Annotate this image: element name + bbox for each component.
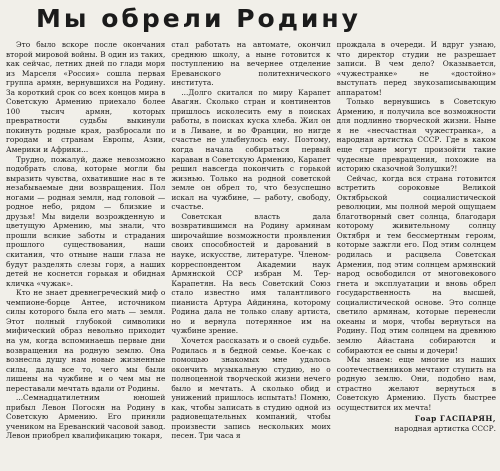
article-column-3 bbox=[337, 40, 496, 471]
article-columns bbox=[6, 40, 496, 471]
paragraph: Советская власть дала возвратившимся на Родину армянам широчайшие возможности проявления своих способностей и дарований в науке, искусстве, литературе. Членом-корреспондентом Академии наук Армянской ССР избран М. Тер-Карапетян. На весь Советский Союз стало известно имя талантливого пианиста Артура Айдиняна, которому Родина дала не только славу артиста, но и вернула потерянное им на чужбине зрение. bbox=[171, 211, 331, 336]
paragraph: Это было вскоре после окончания второй мировой войны. В один из таких, как сейчас, летних дней по глади моря из Марселя «Россия» сошла первая группа армян, вернувшихся на Родину. За короткий срок со всех концов мира в Советскую Армению приехало более 100 тысяч армян, которых превратности судьбы выкинули покинуть родные края, разбросали по городам и странам Европы, Азии, Америки и Африки... bbox=[6, 40, 166, 155]
author-title: народная артистка СССР. bbox=[394, 423, 496, 433]
paragraph: Мы знаем: еще многие из наших соотечественников мечтают ступить на родную землю. Они, подобно нам, страстно желают вернуться в Советскую Армению. Пусть быстрее осуществится их мечта! bbox=[336, 355, 496, 412]
article-column-2 bbox=[171, 40, 330, 471]
author-signature bbox=[337, 414, 496, 433]
paragraph: Трудно, пожалуй, даже невозможно подобрать слова, которые могли бы выразить чувства, охватившие нас в те незабываемые дни возвращения. Пол ногами — родная земля, над головой — родное небо, рядом — близкие и друзья! Мы видели возрожденную и цветущую Армению, мы знали, что прошли всякие заботы и страдания прошлого существования, наши скитания, что отныне наши глаза не будут разделять слезы горя, а наших детей не коснется горькая и обидная кличка «чужак». bbox=[6, 154, 166, 288]
paragraph: Кто не знает древнегреческий миф о чемпионе-борце Антее, источником силы которого была его мать — земля. Этот полный глубокой символики мифический образ невольно приходит на ум, когда вспоминаешь первые дни возвращения на родную землю. Она вознесла душу нам новые жизненные силы, дала все то, чего мы были лишены на чужбине и о чем мы не переставали мечтать вдали от Родины. bbox=[6, 288, 166, 393]
paragraph: ...Семнадцатилетним юношей прибыл Левон Погосян на Родину в Советскую Армению. Его приняли учеником на Ереванский часовой завод. Левон приобрел квалификацию токаря, bbox=[6, 393, 166, 441]
paragraph: Только вернувшись в Советскую Армению, я получила все возможности для подлинно творческой жизни. Ныне я не «несчастная чужестранка», а народная артистка СССР. Где в каком еще стране могут произойти такие чудесные превращения, похожие на историю сказочной Золушки?! bbox=[336, 97, 496, 174]
paragraph: Хочется рассказать и о своей судьбе. Родилась я в бедной семье. Кое-как с помощью знакомых мне удалось окончить музыкальную студию, но о полноценной творческой жизни нечего было и мечтать. А сколько обид и унижений пришлось испытать! Помню, как, чтобы записать в студию одной из радиовещательных компаний, чтобы произвести запись нескольких моих песен. Три часа я bbox=[171, 335, 331, 441]
article-column-1 bbox=[6, 40, 165, 471]
paragraph: стал работать на автомате, окончил среднюю школу, а ныне готовится к поступлению на вечернее отделение Ереванского политехнического института. bbox=[171, 40, 331, 88]
article-headline: Мы обрели Родину bbox=[36, 4, 361, 33]
paragraph: ...Долго скитался по миру Карапет Авагян. Сколько стран и континентов пришлось исколесить ему в поисках работы, в поисках куска хлеба. Жил он и в Ливане, и во Франции, но нигде счастье не улыбнулось ему. Поэтому, когда начала собираться первый караван в Советскую Армению, Карапет решил навсегда покончить с горькой жизнью. Только на родной советской земле он обрел то, что безуспешно искал на чужбине, — работу, свободу, счастье. bbox=[171, 87, 331, 212]
author-name: Гоар ГАСПАРЯН, bbox=[414, 414, 496, 424]
paragraph: прождала в очереди. И вдруг узнаю, что директор студии не разрешает записи. В чем дело? Оказывается, «чужестранке» не «достойно» выступать перед звукозаписывающим аппаратом! bbox=[336, 40, 496, 97]
paragraph: Сейчас, когда вся страна готовится встретить сороковые Великой Октябрьской социалистической революции, мы полной мерой ощущаем благотворный свет солнца, благодаря которому живительному солнцу Октября и тем бессмертным героям, которые зажгли его. Под этим солнцем родилась и расцвела Советская Армения, под этим солнцем армянский народ освободился от многовекового гнета и эксплуатации и вновь обрел государственность на высшей, социалистической основе. Это солнце светило армянам, которые перенесли океаны и моря, чтобы вернуться на Родину. Под этим солнцем на древнюю землю Айастана собираются и собираются ее сыны и дочери! bbox=[336, 173, 496, 355]
